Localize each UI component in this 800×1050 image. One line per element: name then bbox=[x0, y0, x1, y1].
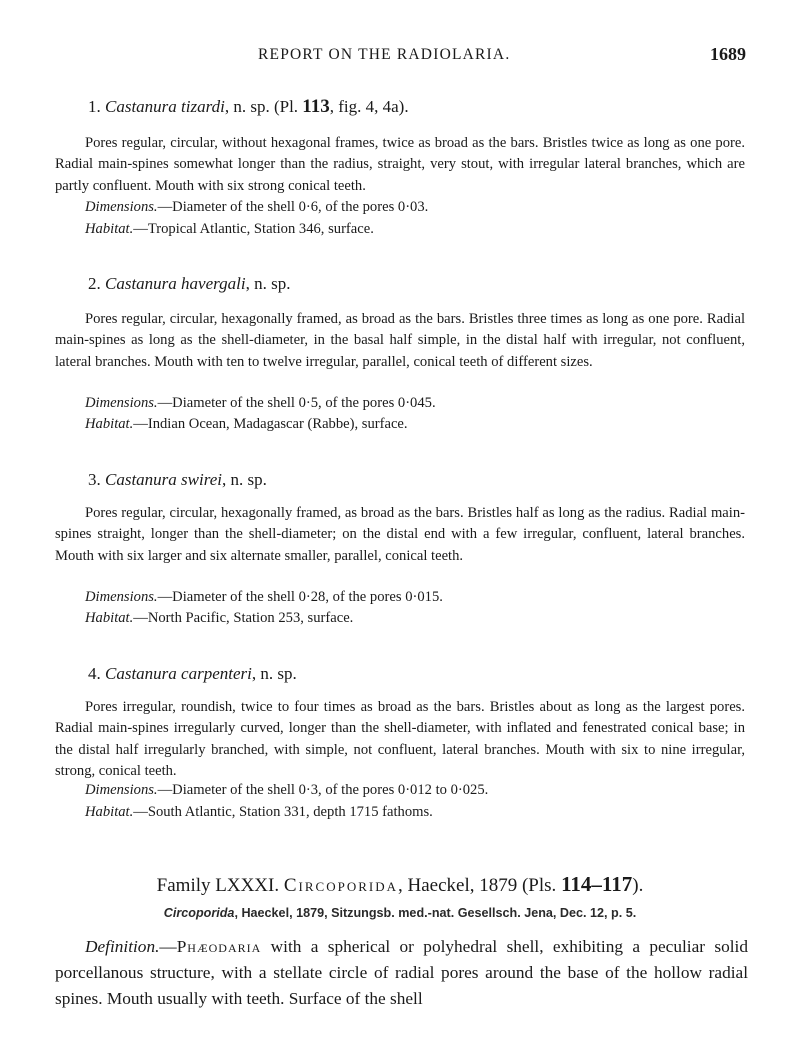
species-3-dimensions bbox=[85, 589, 443, 606]
species-number: 1. bbox=[88, 97, 101, 116]
species-1-habitat bbox=[85, 221, 374, 238]
dimensions-label: Dimensions. bbox=[85, 782, 158, 798]
family-prefix: Family LXXXI. bbox=[156, 875, 280, 896]
species-4-habitat bbox=[85, 804, 433, 821]
species-3-heading bbox=[88, 470, 267, 490]
species-1-dimensions bbox=[85, 199, 428, 216]
species-number: 4. bbox=[88, 664, 101, 683]
family-definition bbox=[55, 934, 748, 1012]
habitat-label: Habitat. bbox=[85, 416, 134, 432]
species-4-description: Pores irregular, roundish, twice to four times as broad as the bars. Bristles about as long as the largest pores. Radial main-spines irregularly curved, longer than the shell-diameter, with inflated and fenestrated conical base; in the distal half irregularly branched, with simple, not confluent, lateral branches. Mouth with six to nine irregular, strong, conical teeth. bbox=[55, 699, 745, 780]
dimensions-label: Dimensions. bbox=[85, 395, 158, 411]
dimensions-text: —Diameter of the shell 0·28, of the pores 0·015. bbox=[157, 589, 443, 605]
species-1-description: Pores regular, circular, without hexagonal frames, twice as broad as the bars. Bristles twice as long as one pore. Radial main-spines somewhat longer than the radius, straight, very stout, with irregular lateral branches, which are partly confluent. Mouth with six strong conical teeth. bbox=[55, 135, 745, 194]
species-2-description: Pores regular, circular, hexagonally framed, as broad as the bars. Bristles three times as long as one pore. Radial main-spines as long as the shell-diameter, in the basal half simple, in the distal half with irregular, not confluent, lateral branches. Mouth with ten to twelve irregular, parallel, conical teeth of different sizes. bbox=[55, 311, 745, 370]
plate-reference-prefix: (Pl. bbox=[273, 97, 299, 116]
family-plates: 114–117 bbox=[561, 872, 633, 896]
citation-text: , Haeckel, 1879, Sitzungsb. med.-nat. Gesellsch. Jena, Dec. 12, p. 5. bbox=[234, 906, 637, 920]
species-status: , n. sp. bbox=[224, 97, 270, 116]
habitat-text: —Indian Ocean, Madagascar (Rabbe), surface. bbox=[133, 416, 408, 432]
dimensions-text: —Diameter of the shell 0·5, of the pores 0·045. bbox=[157, 395, 436, 411]
dimensions-text: —Diameter of the shell 0·3, of the pores 0·012 to 0·025. bbox=[157, 782, 489, 798]
running-title: REPORT ON THE RADIOLARIA. bbox=[258, 46, 511, 63]
species-2-dimensions bbox=[85, 395, 436, 412]
family-name: Circoporida bbox=[283, 875, 398, 896]
page-number: 1689 bbox=[710, 44, 746, 64]
dimensions-text: —Diameter of the shell 0·6, of the pores 0·03. bbox=[157, 199, 429, 215]
family-author: , Haeckel, 1879 (Pls. bbox=[398, 875, 557, 896]
species-number: 2. bbox=[88, 274, 101, 293]
habitat-label: Habitat. bbox=[85, 804, 134, 820]
definition-label: Definition. bbox=[85, 937, 160, 956]
species-status: , n. sp. bbox=[221, 470, 267, 489]
habitat-label: Habitat. bbox=[85, 221, 134, 237]
species-status: , n. sp. bbox=[251, 664, 297, 683]
plate-reference-suffix: , fig. 4, 4a). bbox=[329, 97, 409, 116]
family-suffix: ). bbox=[632, 875, 644, 896]
dimensions-label: Dimensions. bbox=[85, 199, 158, 215]
habitat-text: —North Pacific, Station 253, surface. bbox=[133, 610, 354, 626]
plate-number: 113 bbox=[302, 96, 330, 117]
species-1-heading bbox=[88, 96, 409, 118]
definition-text: with a spherical or polyhedral shell, exhibiting a peculiar solid porcellanous structure, with a stellate circle of radial pores around the base of the hollow radial spines. Mouth usually with teeth. Surface of the shell bbox=[55, 937, 748, 1008]
definition-dash: — bbox=[159, 937, 177, 956]
species-name: Castanura tizardi bbox=[105, 97, 225, 116]
species-name: Castanura swirei bbox=[105, 470, 222, 489]
family-citation bbox=[0, 906, 800, 920]
species-4-dimensions bbox=[85, 782, 488, 799]
dimensions-label: Dimensions. bbox=[85, 589, 158, 605]
species-3-description: Pores regular, circular, hexagonally framed, as broad as the bars. Bristles half as long as the radius. Radial main-spines straight, longer than the shell-diameter; on the distal end with a few irregular, confluent, lateral branches. Mouth with six larger and six alternate smaller, parallel, conical teeth. bbox=[55, 505, 745, 564]
species-2-heading bbox=[88, 274, 290, 294]
species-name: Castanura havergali bbox=[105, 274, 246, 293]
family-heading bbox=[0, 872, 800, 897]
habitat-label: Habitat. bbox=[85, 610, 134, 626]
citation-name: Circoporida bbox=[163, 906, 235, 920]
species-status: , n. sp. bbox=[245, 274, 291, 293]
habitat-text: —South Atlantic, Station 331, depth 1715 fathoms. bbox=[133, 804, 433, 820]
species-4-heading bbox=[88, 664, 297, 684]
species-2-habitat bbox=[85, 416, 408, 433]
definition-term: Phæodaria bbox=[176, 937, 262, 956]
species-number: 3. bbox=[88, 470, 101, 489]
habitat-text: —Tropical Atlantic, Station 346, surface. bbox=[133, 221, 374, 237]
species-3-habitat bbox=[85, 610, 353, 627]
species-name: Castanura carpenteri bbox=[105, 664, 252, 683]
